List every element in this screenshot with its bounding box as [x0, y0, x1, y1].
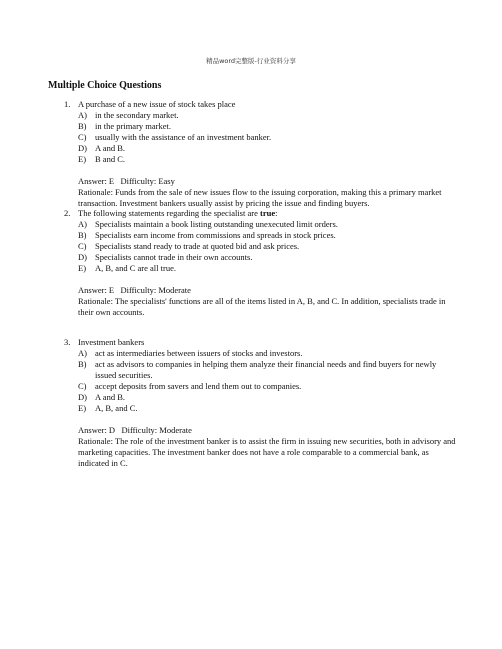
question-1: [64, 99, 456, 209]
options-list: [78, 110, 456, 165]
question-text: A purchase of a new issue of stock takes place: [78, 99, 236, 109]
option-item: [78, 230, 456, 241]
question-3: [64, 337, 456, 469]
question-number: 1.: [64, 99, 71, 109]
page-header: 精品word完整版-行业资料分享: [206, 57, 296, 65]
option-letter: D): [78, 143, 87, 153]
option-letter: E): [78, 154, 87, 164]
option-letter: D): [78, 252, 87, 262]
rationale: Rationale: The role of the investment banker is to assist the firm in issuing new securities, both in advisory and marketing capacities. The investment banker does not have a role comparable to a commercial bank, as indicated in C.: [78, 436, 456, 468]
option-text: Specialists maintain a book listing outstanding unexecuted limit orders.: [95, 219, 338, 229]
option-text: in the primary market.: [95, 121, 172, 131]
option-letter: B): [78, 359, 87, 369]
option-item: [78, 359, 456, 381]
answer-line: Answer: D Difficulty: Moderate: [78, 425, 192, 435]
option-text: Specialists earn income from commissions and spreads in stock prices.: [95, 230, 336, 240]
option-text: accept deposits from savers and lend them out to companies.: [95, 381, 302, 391]
option-text: A and B.: [95, 143, 125, 153]
question-text: The following statements regarding the specialist are true:: [78, 208, 278, 218]
answer-line: Answer: E Difficulty: Easy: [78, 176, 175, 186]
question-number: 3.: [64, 337, 71, 347]
option-letter: C): [78, 132, 87, 142]
emphasis: true: [259, 208, 276, 218]
option-item: [78, 121, 456, 132]
option-item: [78, 392, 456, 403]
option-item: [78, 110, 456, 121]
option-item: [78, 241, 456, 252]
rationale: Rationale: Funds from the sale of new issues flow to the issuing corporation, making this a primary market transaction. Investment bankers usually assist by pricing the issue and finding buyers.: [78, 187, 442, 208]
question-number: 2.: [64, 208, 71, 218]
option-item: [78, 154, 456, 165]
question-stem: [64, 99, 456, 110]
question-2: [64, 208, 456, 318]
option-item: [78, 219, 456, 230]
option-text: usually with the assistance of an investment banker.: [95, 132, 272, 142]
option-text: Specialists stand ready to trade at quoted bid and ask prices.: [95, 241, 300, 251]
options-list: [78, 219, 456, 274]
option-letter: C): [78, 381, 87, 391]
question-stem: [64, 337, 456, 348]
option-item: [78, 252, 456, 263]
answer-line: Answer: E Difficulty: Moderate: [78, 285, 191, 295]
option-text: Specialists cannot trade in their own accounts.: [95, 252, 253, 262]
option-letter: A): [78, 348, 87, 358]
option-text: A, B, and C.: [95, 403, 138, 413]
option-text: in the secondary market.: [95, 110, 179, 120]
option-letter: E): [78, 403, 87, 413]
rationale: Rationale: The specialists' functions are all of the items listed in A, B, and C. In addition, specialists trade in their own accounts.: [78, 296, 446, 317]
option-letter: B): [78, 230, 87, 240]
question-text: Investment bankers: [78, 337, 145, 347]
option-item: [78, 403, 456, 414]
option-letter: A): [78, 110, 87, 120]
option-item: [78, 348, 456, 359]
options-list: [78, 348, 456, 414]
option-letter: A): [78, 219, 87, 229]
option-letter: D): [78, 392, 87, 402]
option-letter: C): [78, 241, 87, 251]
option-item: [78, 132, 456, 143]
option-text: act as advisors to companies in helping them analyze their financial needs and find buyers for newly issued securities.: [95, 359, 437, 380]
option-text: A, B, and C are all true.: [95, 263, 176, 273]
option-item: [78, 263, 456, 274]
option-text: act as intermediaries between issuers of stocks and investors.: [95, 348, 303, 358]
option-item: [78, 143, 456, 154]
option-text: A and B.: [95, 392, 125, 402]
option-letter: B): [78, 121, 87, 131]
question-stem: [64, 208, 456, 219]
section-title: Multiple Choice Questions: [48, 80, 162, 91]
option-letter: E): [78, 263, 87, 273]
option-item: [78, 381, 456, 392]
option-text: B and C.: [95, 154, 125, 164]
